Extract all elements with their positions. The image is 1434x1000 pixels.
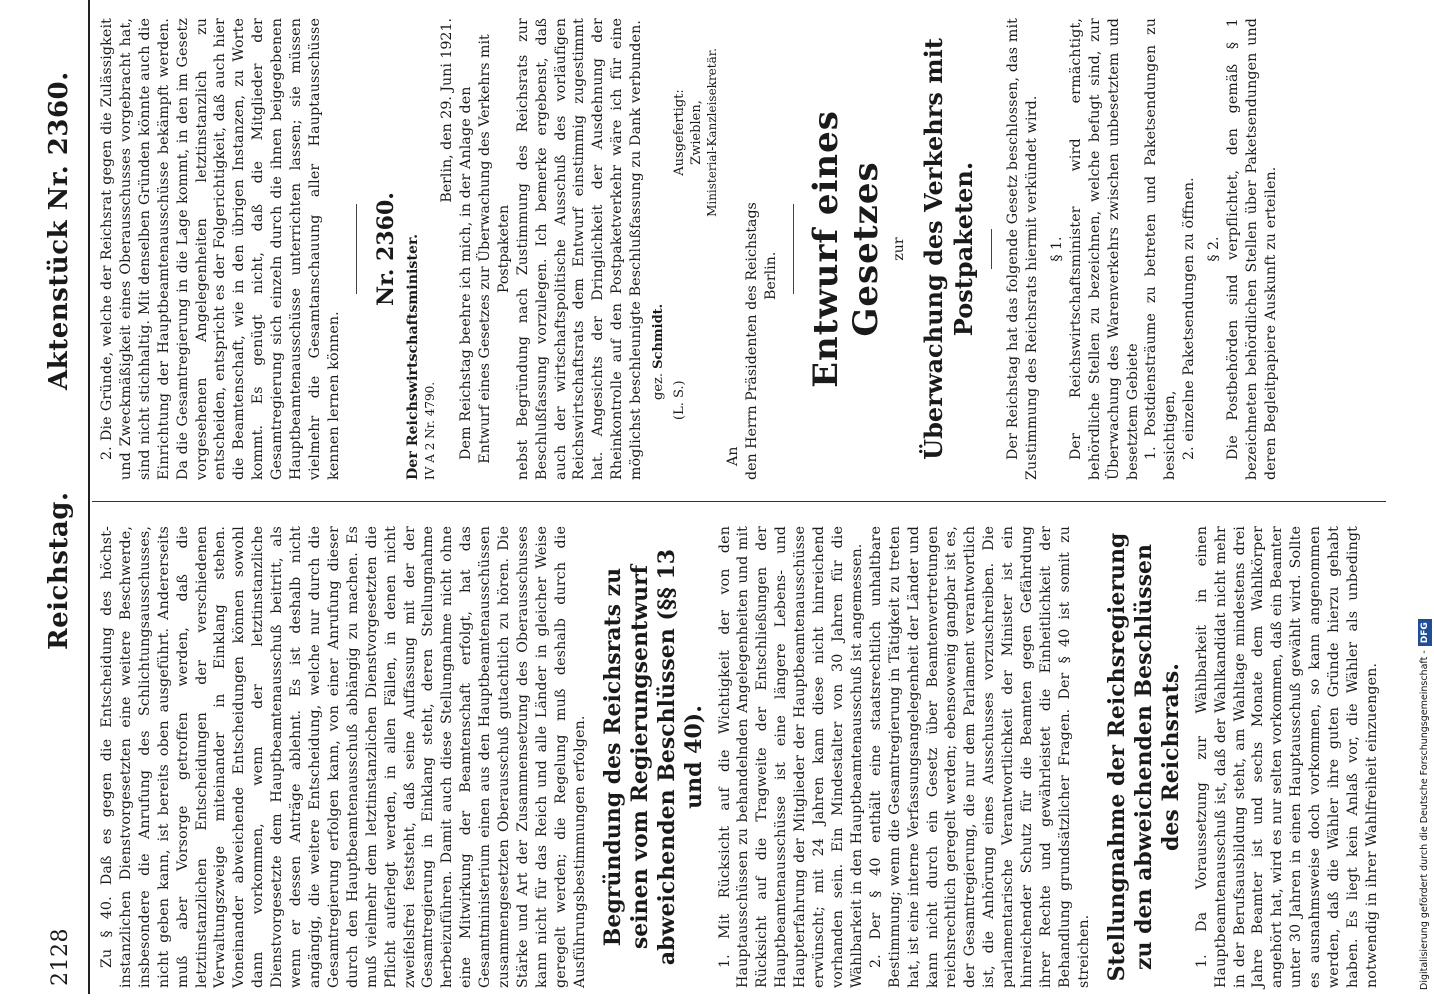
section-1-item-2: 2. einzelne Paketsendungen zu öffnen. xyxy=(1181,177,1198,460)
separator-line-2 xyxy=(793,204,794,294)
addressee-line-2: den Herrn Präsidenten des Reichstags xyxy=(744,202,761,480)
page-number: 2128 xyxy=(48,928,73,986)
section-1-title: § 1. xyxy=(1048,236,1065,262)
credit-text: Digitalisierung gefördert durch die Deutsche Forschungsgemeinschaft - xyxy=(1419,650,1430,990)
column-divider xyxy=(92,501,1386,502)
section-1-item-1: 1. Postdiensträume zu betreten und Paketsendungen zu besichtigen, xyxy=(1143,18,1179,480)
section-1-text: Der Reichswirtschaftsminister wird ermächtigt, behördliche Stellen zu bezeichnen, welche befugt sind, zur Überwachung des Warenverkehrs zwischen unbesetztem und besetztem Gebiete xyxy=(1067,18,1141,480)
copy-label: Ausgefertigt: xyxy=(672,89,688,176)
paragraph-stellungnahme-1: 1. Da Voraussetzung zur Wählbarkeit in einen Hauptbeamtenausschuß ist, daß der Wahlkandidat nicht mehr in der Berufsausbildung steht, am Wahltage mindestens drei Jahre Beamter ist und sechs Monate dem Wahlkörper angehört hat, wird es nur selten vorkommen, daß ein Beamter unter 30 Jahren in einen Hauptausschuß gewählt wird. Sollte es ausnahmsweise doch vorkommen, so kann angenommen werden, daß die Wähler ihre guten Gründe hierzu gehabt haben. Es liegt kein Anlaß vor, die Wähler als unbedingt notwendig in ihrer Wahlfreiheit einzuengen. xyxy=(1193,526,1380,988)
digitization-credit xyxy=(1418,10,1432,990)
addressee-block xyxy=(724,18,781,480)
paragraph-begruendung-1: 1. Mit Rücksicht auf die Wichtigkeit der von den Hauptausschüssen zu behandelnden Angelegenheiten und mit Rücksicht auf die Tragweite der Entschließungen der Hauptbeamtenausschüsse ist eine längere Lebens- und Haupterfahrung der Mitglieder der Hauptbeamtenausschüsse erwünscht; mit 24 Jahren kann diese nicht hinreichend vorhanden sein. Ein Mindestalter von 30 Jahren für die Wählbarkeit in den Hauptbeamtenausschuß ist angemessen. xyxy=(716,526,865,988)
digitization-credit-text xyxy=(1418,10,1432,990)
signature-prefix: gez. xyxy=(651,373,667,400)
letter-intro: Dem Reichstag beehre ich mich, in der Anlage den xyxy=(457,86,474,460)
reference-number: IV A 2 Nr. 4790. xyxy=(422,381,437,480)
paragraph-zu-40: Zu § 40. Daß es gegen die Entscheidung des höchst-instanzlichen Dienstvorgesetzten eine weitere Beschwerde, insbesondere die Anrufung des Schlichtungsausschusses, nicht geben kann, ist bereits oben ausgeführt. Andererseits muß aber Vorsorge getroffen werden, daß die letztinstanzlichen Entscheidungen der verschiedenen Verwaltungszweige miteinander in Einklang stehen. Voneinander abweichende Entscheidungen können sowohl dann vorkommen, wenn der letztinstanzliche Dienstvorgesetzte dem Hauptbeamtenausschuß beitritt, als wenn er dessen Anträge ablehnt. Es ist deshalb nicht angängig, die weitere Entscheidung, welche nur durch die Gesamtregierung erfolgen kann, von einer Anrufung dieser durch den Hauptbeamtenausschuß abhängig zu machen. Es muß vielmehr dem letztinstanzlichen Dienstvorgesetzten die Pflicht auferlegt werden, in allen Fällen, in denen nicht zweifelsfrei feststeht, daß seine Auffassung mit der der Gesamtregierung in Einklang steht, deren Stellungnahme herbeizuführen. Damit auch diese Stellungnahme nicht ohne eine Mitwirkung der Beamtenschaft erfolgt, hat das Gesamtministerium einen aus den Hauptbeamtenausschüssen zusammengesetzten Oberausschuß gutachtlich zu hören. Die Stärke und Art der Zusammensetzung des Oberausschusses kann nicht für das Reich und alle Länder in gleicher Weise geregelt werden; die Regelung muß deshalb durch die Ausführungsbestimmungen erfolgen. xyxy=(99,526,588,988)
separator-line-3 xyxy=(991,229,992,269)
section-2-title: § 2. xyxy=(1206,236,1223,262)
heading-stellungnahme: Stellungnahme der Reichsregierung zu den abweichenden Beschlüssen des Reichsrats. xyxy=(1103,532,1184,982)
dfg-logo: DFG xyxy=(1418,619,1432,646)
draft-subtitle: Überwachung des Verkehrs mit Postpaketen. xyxy=(919,38,979,460)
sender: Der Reichswirtschaftsminister. xyxy=(404,233,421,480)
header-reichstag: Reichstag. xyxy=(44,491,74,650)
addressee-line-1: An xyxy=(725,446,742,466)
copy-name: Zwieblen, xyxy=(689,100,705,165)
place-date: Berlin, den 29. Juni 1921. xyxy=(438,18,455,203)
letter-body: nebst Begründung nach Zustimmung des Reichsrats zur Beschlußfassung vorzulegen. Ich bemerke ergebenst, daß auch der wirtschaftspolitische Ausschuß des vorläufigen Reichswirtschaftsrats dem Entwurf einstimmig zugestimmt hat. Angesichts der Dringlichkeit der Ausdehnung der Rheinkontrolle auf den Postpaketverkehr wäre ich für eine möglichst beschleunigte Beschlußfassung zu Dank verbunden. xyxy=(514,18,645,480)
copy-certification xyxy=(671,18,720,480)
signature xyxy=(650,304,667,480)
letter-subject: Entwurf eines Gesetzes zur Überwachung des Verkehrs mit Postpaketen xyxy=(476,34,512,464)
separator-line xyxy=(356,204,357,294)
right-column xyxy=(98,18,1281,480)
header-aktenstueck: Aktenstück Nr. 2360. xyxy=(44,71,74,390)
paragraph-begruendung-2: 2. Der § 40 enthält eine staatsrechtlich unhaltbare Bestimmung; wenn die Gesamtregierung in Tätigkeit zu treten hat, ist eine interne Verfassungsangelegenheit der Länder und kann nicht durch ein Gesetz über Beamtenvertretungen reichsrechtlich geregelt werden; ebensowenig gangbar ist es, der Gesamtregierung, die nur dem Parlament verantwortlich ist, die Anhörung eines Ausschusses vorzuschreiben. Die parlamentarische Verantwortlichkeit der Minister ist ein hinreichender Schutz für die Beamten gegen Gefährdung ihrer Rechte und gewährleistet die Einheitlichkeit der Behandlung grundsätzlicher Fragen. Der § 40 ist somit zu streichen. xyxy=(867,526,1092,988)
signature-block xyxy=(650,18,667,480)
seal: (L. S.) xyxy=(672,380,688,420)
copy-block xyxy=(671,18,720,217)
section-2-text: Die Postbehörden sind verpflichtet, den gemäß § 1 bezeichneten behördlichen Stellen über Paketsendungen und deren Begleitpapiere Auskunft zu erteilen. xyxy=(1225,18,1279,480)
draft-title: Entwurf eines Gesetzes xyxy=(806,110,887,388)
header-rule xyxy=(88,0,90,994)
document-number-heading: Nr. 2360. xyxy=(372,192,399,306)
left-column xyxy=(98,526,1382,988)
draft-connector: zur xyxy=(891,237,908,261)
copy-title: Ministerial-Kanzleisekretär. xyxy=(705,48,720,217)
enactment-clause: Der Reichstag hat das folgende Gesetz beschlossen, das mit Zustimmung des Reichsrats hiermit verkündet wird. xyxy=(1005,18,1040,480)
addressee-line-3: Berlin. xyxy=(763,251,780,300)
signature-name: Schmidt. xyxy=(651,303,667,369)
heading-begruendung-reichsrat: Begründung des Reichsrats zu seinen vom Regierungsentwurf abweichenden Beschlüssen (§§ 13 und 40). xyxy=(599,548,707,966)
paragraph-stellungnahme-2: 2. Die Gründe, welche der Reichsrat gegen die Zulässigkeit und Zweckmäßigkeit eines Oberausschusses vorgebracht hat, sind nicht stichhaltig. Mit denselben Gründen könnte auch die Einrichtung der Hauptbeamtenausschüsse bekämpft werden. Da die Gesamtregierung in die Lage kommt, in den im Gesetz vorgesehenen Angelegenheiten letztinstanzlich zu entscheiden, entspricht es der Folgerichtigkeit, daß auch hier die Beamtenschaft, wie in den übrigen Instanzen, zu Worte kommt. Es genügt nicht, daß die Mitglieder der Gesamtregierung sich einzeln durch die ihnen beigegebenen Hauptbeamtenausschüsse unterrichten lassen; sie müssen vielmehr die Gesamtanschauung aller Hauptausschüsse kennen lernen können. xyxy=(99,18,342,480)
